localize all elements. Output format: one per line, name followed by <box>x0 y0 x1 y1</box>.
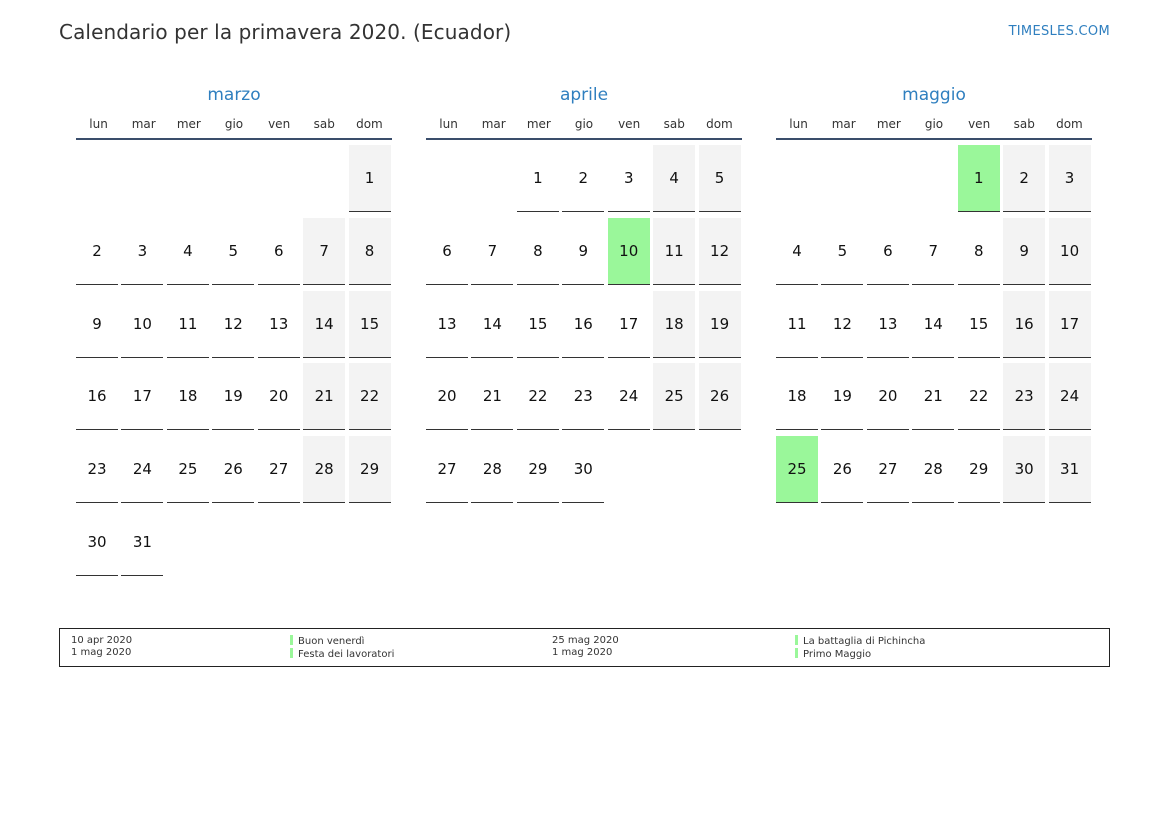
legend-holiday-name: Festa dei lavoratori <box>298 649 395 660</box>
legend-holiday <box>795 635 925 648</box>
weekday-label: mer <box>526 117 551 131</box>
day-cell: 22 <box>958 363 1000 430</box>
day-cell: 23 <box>76 436 118 503</box>
day-cell: 24 <box>608 363 650 430</box>
day-cell: 4 <box>776 218 818 285</box>
weekday-header <box>426 117 742 140</box>
day-cell: 18 <box>776 363 818 430</box>
day-cell: 10 <box>608 218 650 285</box>
weekday-label: dom <box>356 117 383 131</box>
legend-dates-right <box>552 635 619 659</box>
day-cell: 17 <box>121 363 163 430</box>
day-cell: 17 <box>1049 291 1091 358</box>
day-cell: 3 <box>121 218 163 285</box>
legend-names-right <box>795 635 925 661</box>
weekday-label: gio <box>924 117 944 131</box>
day-cell: 7 <box>912 218 954 285</box>
weekday-label: ven <box>968 117 991 131</box>
brand-link[interactable]: TIMESLES.COM <box>1008 24 1110 39</box>
day-cell: 7 <box>471 218 513 285</box>
day-cell: 21 <box>471 363 513 430</box>
day-grid <box>426 140 742 580</box>
weekday-label: mer <box>176 117 201 131</box>
month-april <box>426 84 742 580</box>
day-cell: 22 <box>349 363 391 430</box>
day-cell: 2 <box>76 218 118 285</box>
day-cell: 25 <box>167 436 209 503</box>
day-cell: 18 <box>167 363 209 430</box>
day-cell: 28 <box>303 436 345 503</box>
weekday-label: lun <box>439 117 458 131</box>
day-cell: 6 <box>867 218 909 285</box>
day-cell: 2 <box>562 145 604 212</box>
day-cell: 26 <box>821 436 863 503</box>
day-cell: 30 <box>1003 436 1045 503</box>
day-cell: 15 <box>517 291 559 358</box>
holiday-marker <box>290 635 293 645</box>
day-cell: 13 <box>867 291 909 358</box>
day-cell: 25 <box>776 436 818 503</box>
weekday-label: ven <box>268 117 291 131</box>
day-cell: 6 <box>258 218 300 285</box>
day-cell: 19 <box>212 363 254 430</box>
day-cell: 5 <box>821 218 863 285</box>
legend-holiday-name: La battaglia di Pichincha <box>803 636 926 647</box>
day-cell: 23 <box>1003 363 1045 430</box>
day-cell: 9 <box>562 218 604 285</box>
day-cell: 24 <box>1049 363 1091 430</box>
day-cell: 4 <box>167 218 209 285</box>
day-cell: 26 <box>699 363 741 430</box>
day-grid <box>76 140 392 580</box>
day-cell: 10 <box>121 291 163 358</box>
day-cell: 14 <box>912 291 954 358</box>
day-cell: 8 <box>349 218 391 285</box>
day-cell: 6 <box>426 218 468 285</box>
legend-holiday <box>290 648 394 661</box>
day-cell: 20 <box>426 363 468 430</box>
day-cell: 16 <box>562 291 604 358</box>
day-cell: 1 <box>349 145 391 212</box>
day-cell: 5 <box>212 218 254 285</box>
day-cell: 5 <box>699 145 741 212</box>
day-cell: 16 <box>76 363 118 430</box>
day-cell: 23 <box>562 363 604 430</box>
weekday-header <box>76 117 392 140</box>
day-cell: 31 <box>121 509 163 576</box>
day-cell: 29 <box>517 436 559 503</box>
legend-names-left <box>290 635 394 661</box>
day-cell: 14 <box>303 291 345 358</box>
day-cell: 26 <box>212 436 254 503</box>
legend-date: 1 mag 2020 <box>552 647 613 658</box>
legend-holiday-name: Buon venerdì <box>298 636 365 647</box>
legend-holiday <box>290 635 394 648</box>
weekday-label: lun <box>89 117 108 131</box>
day-cell: 12 <box>699 218 741 285</box>
holiday-marker <box>290 648 293 658</box>
day-cell: 30 <box>76 509 118 576</box>
day-cell: 13 <box>426 291 468 358</box>
day-cell: 27 <box>867 436 909 503</box>
day-cell: 4 <box>653 145 695 212</box>
legend-dates-left <box>71 635 132 659</box>
day-cell: 20 <box>867 363 909 430</box>
holiday-marker <box>795 635 798 645</box>
weekday-label: ven <box>618 117 641 131</box>
day-cell: 13 <box>258 291 300 358</box>
month-may <box>776 84 1092 580</box>
weekday-label: mar <box>831 117 856 131</box>
day-cell: 29 <box>958 436 1000 503</box>
day-cell: 2 <box>1003 145 1045 212</box>
month-name: marzo <box>207 85 261 105</box>
weekday-label: sab <box>313 117 335 131</box>
day-cell: 9 <box>1003 218 1045 285</box>
weekday-label: sab <box>663 117 685 131</box>
day-cell: 27 <box>426 436 468 503</box>
day-cell: 10 <box>1049 218 1091 285</box>
day-cell: 27 <box>258 436 300 503</box>
weekday-label: mar <box>131 117 156 131</box>
day-cell: 11 <box>776 291 818 358</box>
weekday-label: dom <box>706 117 733 131</box>
day-cell: 16 <box>1003 291 1045 358</box>
day-cell: 3 <box>608 145 650 212</box>
day-cell: 19 <box>699 291 741 358</box>
day-cell: 28 <box>471 436 513 503</box>
day-cell: 7 <box>303 218 345 285</box>
day-cell: 12 <box>212 291 254 358</box>
day-cell: 14 <box>471 291 513 358</box>
weekday-label: lun <box>789 117 808 131</box>
legend-date: 25 mag 2020 <box>552 635 619 646</box>
legend-holiday <box>795 648 925 661</box>
day-cell: 1 <box>958 145 1000 212</box>
legend-date: 1 mag 2020 <box>71 647 132 658</box>
day-cell: 8 <box>517 218 559 285</box>
weekday-label: gio <box>574 117 594 131</box>
weekday-header <box>776 117 1092 140</box>
day-cell: 15 <box>349 291 391 358</box>
weekday-label: gio <box>224 117 244 131</box>
day-cell: 19 <box>821 363 863 430</box>
day-cell: 12 <box>821 291 863 358</box>
holiday-legend <box>59 628 1110 667</box>
day-cell: 21 <box>912 363 954 430</box>
day-cell: 15 <box>958 291 1000 358</box>
day-cell: 20 <box>258 363 300 430</box>
day-cell: 1 <box>517 145 559 212</box>
month-name: maggio <box>902 85 966 105</box>
day-cell: 11 <box>653 218 695 285</box>
day-cell: 11 <box>167 291 209 358</box>
weekday-label: dom <box>1056 117 1083 131</box>
day-cell: 22 <box>517 363 559 430</box>
legend-date: 10 apr 2020 <box>71 635 133 646</box>
day-cell: 21 <box>303 363 345 430</box>
day-cell: 31 <box>1049 436 1091 503</box>
weekday-label: sab <box>1013 117 1035 131</box>
day-cell: 30 <box>562 436 604 503</box>
day-cell: 3 <box>1049 145 1091 212</box>
page-title: Calendario per la primavera 2020. (Ecuador) <box>59 20 512 44</box>
weekday-label: mar <box>481 117 506 131</box>
weekday-label: mer <box>876 117 901 131</box>
day-cell: 28 <box>912 436 954 503</box>
day-cell: 17 <box>608 291 650 358</box>
day-cell: 29 <box>349 436 391 503</box>
month-march <box>76 84 392 580</box>
day-cell: 9 <box>76 291 118 358</box>
legend-holiday-name: Primo Maggio <box>803 649 872 660</box>
day-cell: 24 <box>121 436 163 503</box>
holiday-marker <box>795 648 798 658</box>
day-grid <box>776 140 1092 580</box>
day-cell: 18 <box>653 291 695 358</box>
day-cell: 8 <box>958 218 1000 285</box>
month-name: aprile <box>559 85 609 105</box>
day-cell: 25 <box>653 363 695 430</box>
